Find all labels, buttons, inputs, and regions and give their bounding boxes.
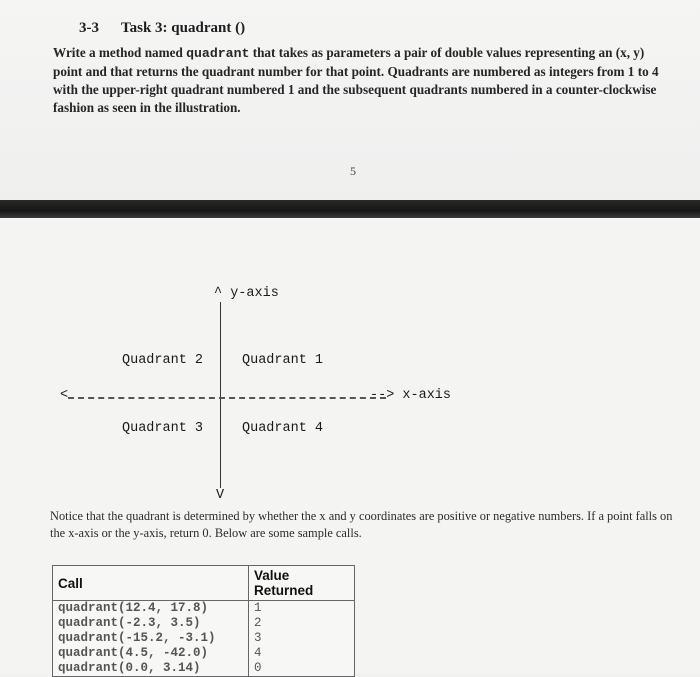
x-axis-label: --> x-axis: [370, 388, 452, 403]
x-axis-line: [68, 397, 386, 399]
method-name: quadrant: [186, 46, 250, 61]
description-part-2: that takes as parameters a pair of double values representing an (x, y) point and that returns the quadrant number for that point. Quadrants are numbered as integers from 1 to 4 with the upper-right quadrant numbered 1 and the subsequent quadrants numbered in a counter-clockwise fashion as seen in the illustration.: [53, 45, 659, 115]
value-cell: 4: [249, 646, 355, 661]
header-call: Call: [53, 566, 249, 601]
table-row: [53, 631, 355, 646]
task-title: Task 3: quadrant (): [121, 20, 246, 36]
description-part-1: Write a method named: [53, 45, 187, 60]
value-cell: 3: [249, 631, 355, 646]
quadrant-2-label: Quadrant 2: [122, 353, 204, 368]
page-number: 5: [350, 164, 356, 178]
table-row: [53, 661, 355, 677]
y-axis-label: ^ y-axis: [214, 286, 279, 301]
header-value-returned: Value Returned: [249, 566, 355, 601]
table-row: [53, 646, 355, 661]
notice-text: Notice that the quadrant is determined by whether the x and y coordinates are positive or negative numbers. If a point falls on the x-axis or the y-axis, return 0. Below are some sample calls.: [50, 509, 673, 540]
quadrant-1-label: Quadrant 1: [242, 353, 324, 368]
call-cell: quadrant(-2.3, 3.5): [53, 616, 249, 631]
call-cell: quadrant(4.5, -42.0): [53, 646, 249, 661]
table-header-row: [53, 566, 355, 601]
sample-calls-table: [52, 565, 355, 677]
value-cell: 0: [249, 661, 355, 677]
table-row: [53, 601, 355, 617]
quadrant-3-label: Quadrant 3: [122, 421, 204, 436]
value-cell: 2: [249, 616, 355, 631]
call-cell: quadrant(0.0, 3.14): [53, 661, 249, 677]
down-arrow: V: [216, 488, 225, 503]
task-number: 3-3: [79, 20, 99, 36]
value-cell: 1: [249, 601, 355, 617]
quadrant-4-label: Quadrant 4: [242, 421, 324, 436]
left-arrow: <: [60, 388, 69, 403]
call-cell: quadrant(12.4, 17.8): [53, 601, 249, 617]
y-axis-line: [220, 302, 221, 488]
call-cell: quadrant(-15.2, -3.1): [53, 631, 249, 646]
table-row: [53, 616, 355, 631]
